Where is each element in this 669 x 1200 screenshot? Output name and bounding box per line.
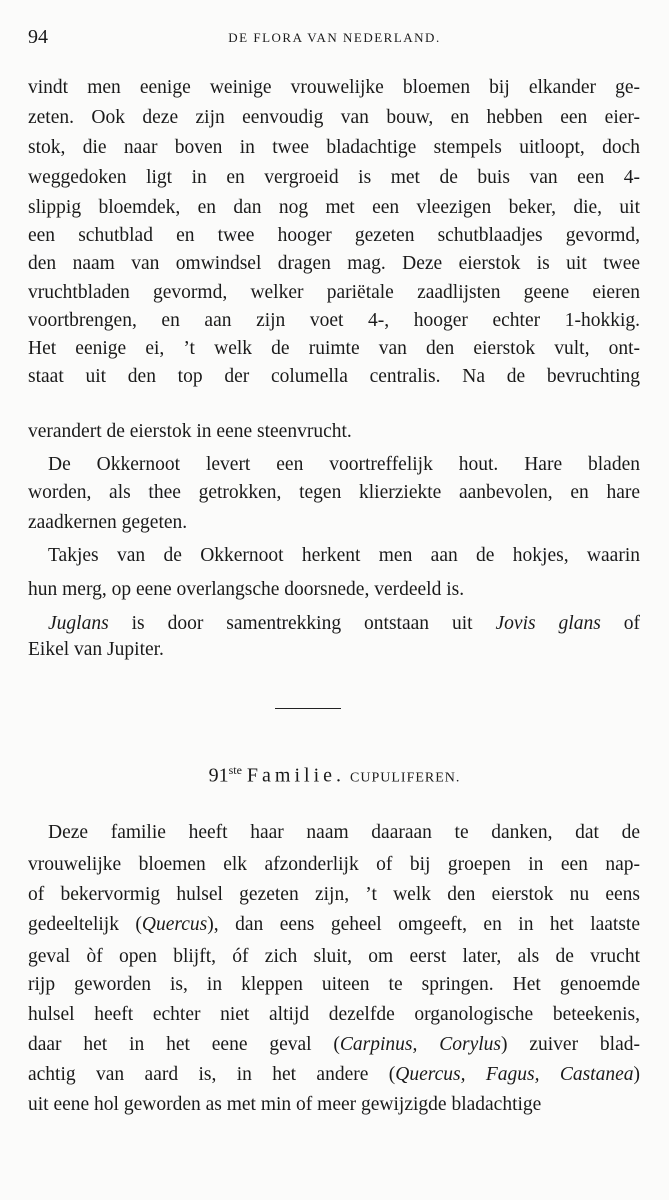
text-segment: Takjes van de Okkernoot herkent men aan de hokjes, waarin xyxy=(48,545,640,566)
text-segment: zaadkernen gegeten. xyxy=(28,512,188,533)
text-segment: vrouwelijke bloemen elk afzonderlijk of bij groepen in een nap- xyxy=(28,854,640,875)
text-segment: hun merg, op eene overlangsche doorsnede, verdeeld is. xyxy=(28,579,465,600)
text-segment: daar het in het eene geval ( xyxy=(28,1034,340,1055)
text-segment: den naam van omwindsel dragen mag. Deze eierstok is uit twee xyxy=(28,253,640,274)
text-line xyxy=(28,1033,640,1057)
family-name: CUPULIFEREN. xyxy=(350,770,461,786)
text-line xyxy=(28,136,640,160)
text-line xyxy=(28,913,640,937)
text-line xyxy=(48,453,640,477)
text-segment: geval òf open blijft, óf zich sluit, om eerst later, als de vrucht xyxy=(28,946,640,967)
text-line xyxy=(28,309,640,333)
text-line xyxy=(48,612,640,636)
text-segment: Het eenige ei, ’t welk de ruimte van den eierstok vult, ont- xyxy=(28,338,640,359)
text-segment: een schutblad en twee hooger gezeten schutblaadjes gevormd, xyxy=(28,225,640,246)
text-segment: Eikel van Jupiter. xyxy=(28,639,164,660)
text-segment: is door samentrekking ontstaan uit xyxy=(108,613,496,634)
text-line xyxy=(28,166,640,190)
text-segment: staat uit den top der columella centralis. Na de bevruchting xyxy=(28,366,640,387)
text-segment: verandert de eierstok in eene steenvrucht. xyxy=(28,421,352,442)
text-segment: achtig van aard is, in het andere ( xyxy=(28,1064,396,1085)
text-segment: ), dan eens geheel omgeeft, en in het laatste xyxy=(207,914,640,935)
italic-text: Jovis glans xyxy=(495,613,601,634)
page-number: 94 xyxy=(28,26,48,48)
text-segment: of bekervormig hulsel gezeten zijn, ’t welk den eierstok nu eens xyxy=(28,884,640,905)
text-line xyxy=(48,821,640,845)
text-line xyxy=(28,511,640,535)
text-segment: worden, als thee getrokken, tegen klierziekte aanbevolen, en hare xyxy=(28,482,640,503)
text-segment: rijp geworden is, in kleppen uiteen te springen. Het genoemde xyxy=(28,974,640,995)
text-line xyxy=(28,1063,640,1087)
family-number-suffix: ste xyxy=(228,763,242,777)
text-line xyxy=(28,337,640,361)
text-line xyxy=(48,544,640,568)
text-line xyxy=(28,281,640,305)
text-line xyxy=(28,1093,640,1117)
family-word: Familie. xyxy=(246,764,346,787)
italic-text: Carpinus, Corylus xyxy=(339,1034,502,1055)
text-line xyxy=(28,420,640,444)
italic-text: Juglans xyxy=(48,613,109,634)
text-segment: gedeeltelijk ( xyxy=(28,914,142,935)
text-line xyxy=(28,973,640,997)
section-divider xyxy=(275,708,341,709)
text-line xyxy=(28,945,640,969)
text-segment: ) zuiver blad- xyxy=(501,1034,640,1055)
text-segment: of xyxy=(600,613,640,634)
text-line xyxy=(28,365,640,389)
text-segment: hulsel heeft echter niet altijd dezelfde organologische beteekenis, xyxy=(28,1004,640,1025)
text-line xyxy=(28,883,640,907)
text-segment: stok, die naar boven in twee bladachtige stempels uitloopt, doch xyxy=(28,137,640,158)
text-line xyxy=(28,1003,640,1027)
section-heading xyxy=(0,763,669,788)
text-line xyxy=(28,76,640,100)
text-segment: uit eene hol geworden as met min of meer gewijzigde bladachtige xyxy=(28,1094,542,1115)
text-segment: voortbrengen, en aan zijn voet 4-, hooger echter 1-hokkig. xyxy=(28,310,640,331)
text-segment: ) xyxy=(633,1064,640,1085)
text-segment: De Okkernoot levert een voortreffelijk hout. Hare bladen xyxy=(48,454,640,475)
italic-text: Quercus xyxy=(141,914,208,935)
text-line xyxy=(28,196,640,220)
text-line xyxy=(28,578,640,602)
running-head: DE FLORA VAN NEDERLAND. xyxy=(228,30,441,45)
text-segment: zeten. Ook deze zijn eenvoudig van bouw, en hebben een eier- xyxy=(28,107,640,128)
text-segment: vindt men eenige weinige vrouwelijke bloemen bij elkander ge- xyxy=(28,77,640,98)
family-number: 91 xyxy=(208,764,229,787)
text-segment: vruchtbladen gevormd, welker pariëtale zaadlijsten geene eieren xyxy=(28,282,640,303)
text-line xyxy=(28,853,640,877)
text-segment: slippig bloemdek, en dan nog met een vleezigen beker, die, uit xyxy=(28,197,640,218)
text-line xyxy=(28,638,640,662)
text-line xyxy=(28,106,640,130)
text-line xyxy=(28,224,640,248)
text-line xyxy=(28,252,640,276)
text-segment: weggedoken ligt in en vergroeid is met de buis van een 4- xyxy=(28,167,640,188)
text-line xyxy=(28,481,640,505)
text-segment: Deze familie heeft haar naam daaraan te danken, dat de xyxy=(48,822,640,843)
italic-text: Quercus, Fagus, Castanea xyxy=(395,1064,634,1085)
